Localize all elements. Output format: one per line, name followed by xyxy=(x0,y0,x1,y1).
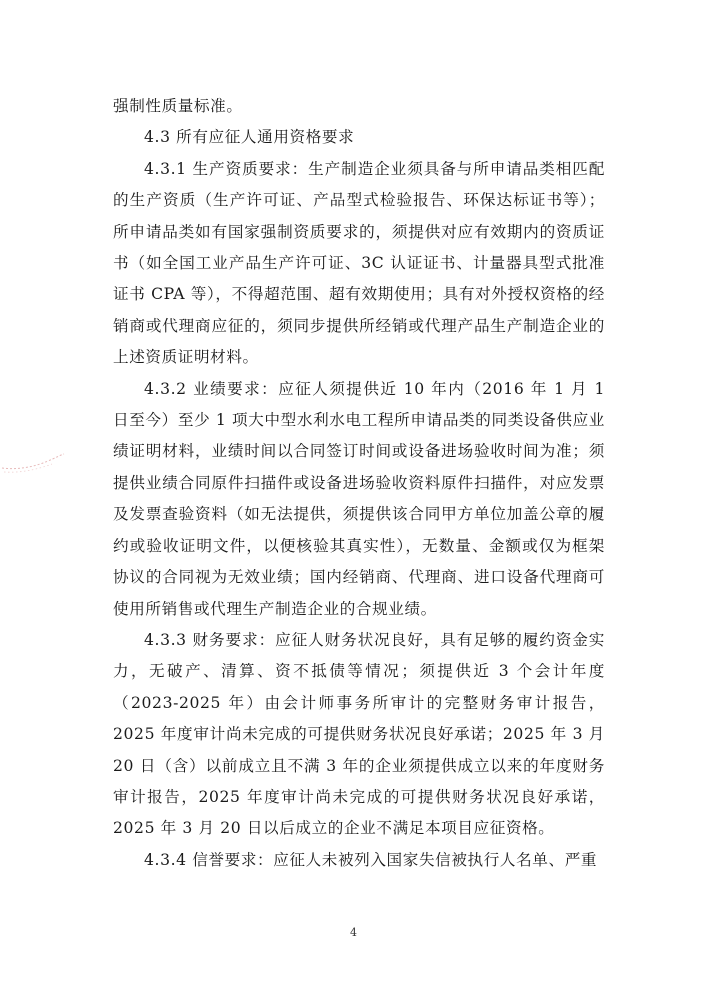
paragraph-4-3-4: 4.3.4 信誉要求：应征人未被列入国家失信被执行人名单、严重 xyxy=(144,850,598,869)
paragraph-4-3-1: 4.3.1 生产资质要求：生产制造企业须具备与所申请品类相匹配的生产资质（生产许可证、产品型式检验报告、环保达标证书等）；所申请品类如有国家强制资质要求的，须提供对应有效期内的资质证书（如全国工业产品生产许可证、3C 认证证书、计量器具型式批准证书 CPA 等），不得超范围、超有效期使用；具有对外授权资格的经销商或代理商应征的，须同步提供所经销或代理产品生产制造企业的上述资质证明材料。 xyxy=(113,159,605,367)
seal-edge-mark xyxy=(0,452,66,482)
paragraph-4-3-2: 4.3.2 业绩要求：应征人须提供近 10 年内（2016 年 1 月 1 日至今）至少 1 项大中型水利水电工程所申请品类的同类设备供应业绩证明材料，业绩时间以合同签订时间或设备进场验收时间为准；须提供业绩合同原件扫描件或设备进场验收资料原件扫描件，对应发票及发票查验资料（如无法提供，须提供该合同甲方单位加盖公章的履约或验收证明文件，以便核验其真实性），无数量、金额或仅为框架协议的合同视为无效业绩；国内经销商、代理商、进口设备代理商可使用所销售或代理生产制造企业的合规业绩。 xyxy=(113,379,605,618)
section-heading-4-3: 4.3 所有应征人通用资格要求 xyxy=(144,128,355,147)
paragraph-continuation: 强制性质量标准。 xyxy=(113,97,243,115)
paragraph-4-3-3: 4.3.3 财务要求：应征人财务状况良好，具有足够的履约资金实力，无破产、清算、资不抵债等情况；须提供近 3 个会计年度（2023-2025 年）由会计师事务所审计的完整财务审计报告，2025 年度审计尚未完成的可提供财务状况良好承诺；2025 年 3 月 20 日（含）以前成立且不满 3 年的企业须提供成立以来的年度财务审计报告，2025 年度审计尚未完成的可提供财务状况良好承诺，2025 年 3 月 20 日以后成立的企业不满足本项目应征资格。 xyxy=(113,630,605,838)
document-body xyxy=(113,91,605,876)
page-number: 4 xyxy=(350,926,357,939)
